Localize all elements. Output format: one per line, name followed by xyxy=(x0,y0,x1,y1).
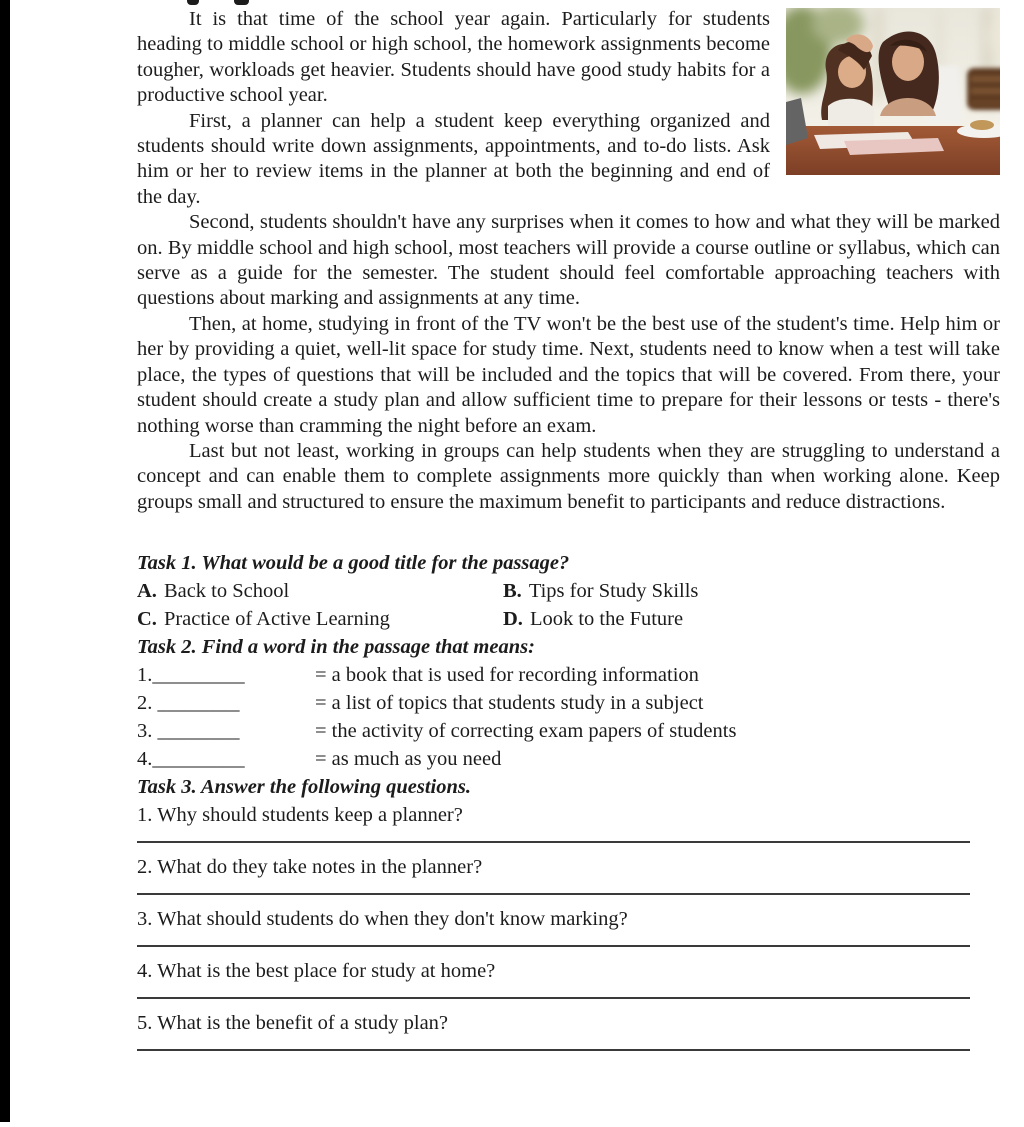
definition-text: = a list of topics that students study in a subject xyxy=(315,692,704,714)
task3-heading: Task 3. Answer the following questions. xyxy=(137,776,471,798)
task1-options-row xyxy=(137,577,1000,605)
fill-in-blank[interactable]: 1._________ xyxy=(137,664,245,686)
basket-shape xyxy=(967,68,1000,110)
answer-line[interactable] xyxy=(137,933,970,947)
tasks-section xyxy=(137,549,1000,1051)
option-text: Look to the Future xyxy=(529,608,684,630)
study-photo xyxy=(786,8,1000,175)
task2-item xyxy=(137,689,1000,717)
definition-text: = the activity of correcting exam papers of students xyxy=(315,720,737,742)
page-left-edge-bar xyxy=(0,0,10,1122)
answer-line[interactable] xyxy=(137,1037,970,1051)
document-content xyxy=(137,0,1000,1061)
passage-paragraph: First, a planner can help a student keep everything organized and students should write down assignments, appointments, and to-do lists. Ask him or her to review items in the planner at both the beginning and end of the day. xyxy=(137,109,770,208)
task3-question: 5. What is the benefit of a study plan? xyxy=(137,1012,449,1034)
task3-question: 4. What is the best place for study at home? xyxy=(137,960,496,982)
fill-in-blank[interactable]: 2. ________ xyxy=(137,692,240,714)
option-letter: B. xyxy=(503,580,522,602)
task2-item xyxy=(137,661,1000,689)
task1-heading: Task 1. What would be a good title for the passage? xyxy=(137,552,570,574)
passage-paragraph: Second, students shouldn't have any surprises when it comes to how and what they will be marked on. By middle school and high school, most teachers will provide a course outline or syllabus, which can serve as a guide for the semester. The student should feel comfortable approaching teachers with questions about marking and assignments at any time. xyxy=(137,211,1000,310)
option-a xyxy=(137,577,503,605)
answer-line[interactable] xyxy=(137,881,970,895)
passage-paragraph: It is that time of the school year again. Particularly for students heading to middle school or high school, the homework assignments become tougher, workloads get heavier. Students should have good study habits for a productive school year. xyxy=(137,8,770,107)
option-text: Practice of Active Learning xyxy=(163,608,390,630)
cropped-text-descender xyxy=(187,0,199,5)
study-photo-illustration xyxy=(786,8,1000,175)
task2-item xyxy=(137,717,1000,745)
passage-paragraph: Last but not least, working in groups can help students when they are struggling to understand a concept and can enable them to complete assignments more quickly than when working alone. Keep groups small and structured to ensure the maximum benefit to participants and reduce distractions. xyxy=(137,439,1000,513)
option-letter: C. xyxy=(137,608,157,630)
option-d xyxy=(503,605,683,633)
answer-line[interactable] xyxy=(137,985,970,999)
option-text: Tips for Study Skills xyxy=(528,580,699,602)
definition-text: = a book that is used for recording information xyxy=(315,664,699,686)
task1-options-row xyxy=(137,605,1000,633)
task3-question: 2. What do they take notes in the planner? xyxy=(137,856,483,878)
cropped-text-descender xyxy=(234,0,249,5)
option-letter: A. xyxy=(137,580,157,602)
option-b xyxy=(503,577,698,605)
definition-text: = as much as you need xyxy=(315,748,502,770)
option-c xyxy=(137,605,503,633)
answer-line[interactable] xyxy=(137,829,970,843)
option-letter: D. xyxy=(503,608,523,630)
task3-question: 1. Why should students keep a planner? xyxy=(137,804,463,826)
option-text: Back to School xyxy=(163,580,290,602)
task3-question: 3. What should students do when they don't know marking? xyxy=(137,908,628,930)
fill-in-blank[interactable]: 4._________ xyxy=(137,748,245,770)
cropped-heading-fragment xyxy=(137,0,1000,7)
task2-heading: Task 2. Find a word in the passage that means: xyxy=(137,636,535,658)
task2-item xyxy=(137,745,1000,773)
fill-in-blank[interactable]: 3. ________ xyxy=(137,720,240,742)
reading-passage xyxy=(137,0,1000,549)
passage-paragraph: Then, at home, studying in front of the TV won't be the best use of the student's time. Help him or her by providing a quiet, well-lit space for study time. Next, students need to know when a test will take place, the types of questions that will be included and the topics that will be covered. From there, your student should create a study plan and allow sufficient time to prepare for their lessons or tests - there's nothing worse than cramming the night before an exam. xyxy=(137,312,1000,437)
